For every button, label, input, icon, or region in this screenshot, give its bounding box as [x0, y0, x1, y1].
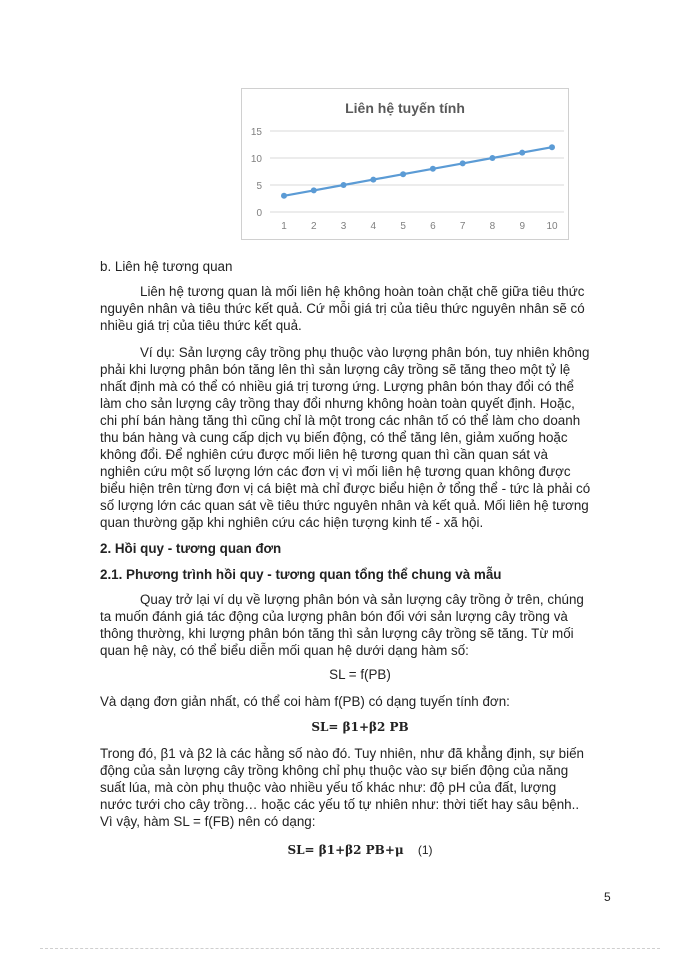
text-line: suất lúa, mà còn phụ thuộc vào nhiều yếu tố khác như: độ pH của đất, lượng: [100, 780, 557, 795]
data-point: [370, 177, 376, 183]
paragraph-2: [100, 344, 620, 531]
data-point: [311, 187, 317, 193]
text-line: nghiên cứu một số lượng lớn các đơn vị vì mối liên hệ tương quan không được: [100, 464, 571, 479]
equation-3-label: (1): [417, 843, 433, 857]
equation-1: SL = f(PB): [329, 667, 391, 682]
text-line: phải khi lượng phân bón tăng lên thì sản lượng cây trồng sẽ tăng theo một tỷ lệ: [100, 362, 571, 377]
data-point: [341, 182, 347, 188]
x-tick-label: 10: [546, 221, 558, 232]
data-point: [460, 160, 466, 166]
series-line: [284, 147, 552, 196]
data-point: [281, 193, 287, 199]
text-line: thu bán hàng và cung cấp dịch vụ biến động, có thể tăng lên, giảm xuống hoặc: [100, 430, 568, 445]
paragraph-1: [100, 283, 620, 334]
chart-svg: [242, 89, 568, 239]
x-tick-label: 7: [459, 221, 466, 232]
text-line: nguyên nhân và tiêu thức kết quả. Cứ mỗi giá trị của tiêu thức nguyên nhân sẽ có: [100, 301, 585, 316]
x-tick-label: 3: [340, 221, 347, 232]
x-tick-label: 2: [310, 221, 317, 232]
data-point: [430, 166, 436, 172]
text-line: làm cho sản lượng cây trồng thay đổi nhưng không hoàn toàn quyết định. Hoặc,: [100, 396, 575, 411]
text-line: không đổi. Để nghiên cứu được mối liên hệ tương quan thì cần quan sát và: [100, 447, 548, 462]
data-point: [549, 144, 555, 150]
text-line: Trong đó, β1 và β2 là các hằng số nào đó. Tuy nhiên, như đã khẳng định, sự biến: [100, 746, 584, 761]
data-point: [519, 150, 525, 156]
text-line: nhất định mà có thể có nhiều giá trị tương ứng. Lượng phân bón thay đổi có thể: [100, 379, 575, 394]
text-line: động của sản lượng cây trồng không chỉ phụ thuộc vào sự biến động của năng: [100, 763, 569, 778]
paragraph-3: [100, 591, 620, 659]
paragraph-5: [100, 745, 620, 830]
text-line: Ví dụ: Sản lượng cây trồng phụ thuộc vào lượng phân bón, tuy nhiên không: [140, 345, 590, 360]
text-line: quan thường gặp khi nghiên cứu các hiện tượng kinh tế - xã hội.: [100, 515, 484, 530]
x-tick-label: 6: [430, 221, 436, 232]
text-line: ta muốn đánh giá tác động của lượng phân bón đối với sản lượng cây trồng và: [100, 609, 568, 624]
text-line: Liên hệ tương quan là mối liên hệ không hoàn toàn chặt chẽ giữa tiêu thức: [140, 284, 585, 299]
y-tick-label: 0: [256, 208, 262, 219]
paragraph-4: Và dạng đơn giản nhất, có thể coi hàm f(PB) có dạng tuyến tính đơn:: [100, 694, 510, 709]
x-tick-label: 4: [370, 221, 377, 232]
y-tick-label: 5: [256, 181, 262, 192]
heading-2-1: 2.1. Phương trình hồi quy - tương quan tổng thể chung và mẫu: [100, 567, 502, 582]
text-line: nhiều giá trị của tiêu thức kết quả.: [100, 318, 302, 333]
equation-3: [100, 843, 620, 857]
data-point: [489, 155, 495, 161]
equation-2: SL= β1+β2 PB: [311, 720, 409, 734]
data-point: [400, 171, 406, 177]
x-tick-label: 8: [489, 221, 496, 232]
text-line: Quay trở lại ví dụ về lượng phân bón và sản lượng cây trồng ở trên, chúng: [140, 592, 584, 607]
page-number: 5: [604, 890, 611, 904]
x-tick-label: 9: [519, 221, 526, 232]
text-line: nước tưới cho cây trồng… hoặc các yếu tố tự nhiên như: thời tiết hay sâu bệnh..: [100, 797, 580, 812]
x-tick-label: 1: [281, 221, 287, 232]
section-b-title: b. Liên hệ tương quan: [100, 259, 233, 274]
text-line: số lượng lớn các quan sát về tiêu thức nguyên nhân và kết quả. Mối liên hệ tương: [100, 498, 589, 513]
text-line: chi phí bán hàng tăng thì cũng chỉ là một trong các nhân tố có thể làm cho doanh: [100, 413, 581, 428]
equation-3-body: SL= β1+β2 PB+μ: [287, 843, 404, 857]
text-line: Vì vậy, hàm SL = f(FB) nên có dạng:: [100, 814, 316, 829]
line-chart: [241, 88, 569, 240]
y-tick-label: 15: [250, 127, 262, 138]
text-line: biểu hiện trên từng đơn vị cá biệt mà chỉ được biểu hiện ở tổng thể - tức là phải có: [100, 481, 591, 496]
page-separator: [40, 948, 660, 949]
chart-title: Liên hệ tuyến tính: [345, 100, 465, 116]
text-line: thông thường, khi lượng phân bón tăng thì sản lượng cây trồng sẽ tăng. Từ mối: [100, 626, 574, 641]
text-line: quan hệ này, có thể biểu diễn mối quan hệ dưới dạng hàm số:: [100, 643, 469, 658]
heading-2: 2. Hồi quy - tương quan đơn: [100, 541, 282, 556]
x-tick-label: 5: [400, 221, 406, 232]
y-tick-label: 10: [250, 154, 262, 165]
